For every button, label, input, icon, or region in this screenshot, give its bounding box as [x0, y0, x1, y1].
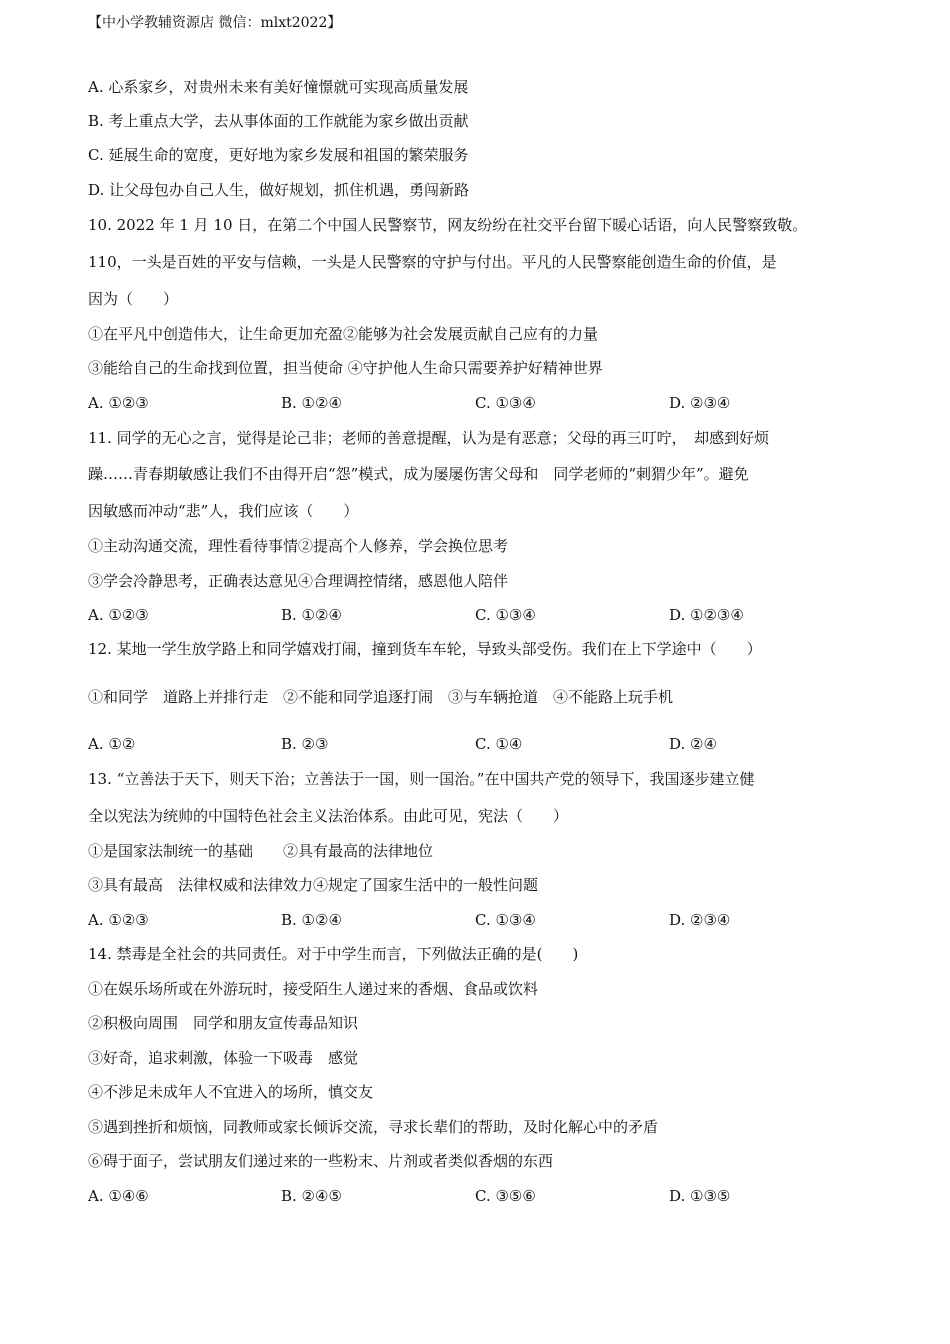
q12-options [88, 734, 868, 754]
q12-option-a: A. ①② [88, 735, 136, 753]
q13-option-b: B. ①②④ [281, 911, 342, 929]
q13-item: ①是国家法制统一的基础 ②具有最高的法律地位 [88, 842, 434, 860]
q10-stem-line: 因为（ ） [88, 290, 179, 308]
q14-item: ⑥碍于面子，尝试朋友们递过来的一些粉末、片剂或者类似香烟的东西 [88, 1152, 554, 1170]
q12-option-b: B. ②③ [281, 735, 329, 753]
q14-stem-line: 14. 禁毒是全社会的共同责任。对于中学生而言，下列做法正确的是( ) [88, 945, 579, 963]
q14-item: ①在娱乐场所或在外游玩时，接受陌生人递过来的香烟、食品或饮料 [88, 980, 539, 998]
q11-stem-line: 因敏感而冲动“悲”人，我们应该（ ） [88, 502, 359, 520]
page-header: 【中小学教辅资源店 微信：mlxt2022】 [88, 15, 342, 31]
q10-option-c: C. ①③④ [475, 394, 536, 412]
q10-item: ①在平凡中创造伟大，让生命更加充盈②能够为社会发展贡献自己应有的力量 [88, 325, 599, 343]
q11-item: ①主动沟通交流，理性看待事情②提高个人修养，学会换位思考 [88, 537, 509, 555]
q10-option-d: D. ②③④ [669, 394, 731, 412]
q11-option-d: D. ①②③④ [669, 606, 744, 624]
q11-options [88, 605, 868, 625]
q12-item: ①和同学 道路上并排行走 ②不能和同学追逐打闹 ③与车辆抢道 ④不能路上玩手机 [88, 688, 674, 706]
q10-item: ③能给自己的生命找到位置，担当使命 ④守护他人生命只需要养护好精神世界 [88, 359, 603, 377]
q11-item: ③学会冷静思考，正确表达意见④合理调控情绪，感恩他人陪伴 [88, 572, 509, 590]
q14-option-b: B. ②④⑤ [281, 1187, 342, 1205]
q12-stem-line: 12. 某地一学生放学路上和同学嬉戏打闹，撞到货车车轮，导致头部受伤。我们在上下学途中（ ） [88, 640, 762, 658]
q14-option-d: D. ①③⑤ [669, 1187, 731, 1205]
q11-stem-line: 11. 同学的无心之言，觉得是论己非；老师的善意提醒，认为是有恶意；父母的再三叮咛， 却感到好烦 [88, 429, 770, 447]
q14-option-c: C. ③⑤⑥ [475, 1187, 536, 1205]
q13-item: ③具有最高 法律权威和法律效力④规定了国家生活中的一般性问题 [88, 876, 539, 894]
q10-option-b: B. ①②④ [281, 394, 342, 412]
q9-option-a: A. 心系家乡，对贵州未来有美好憧憬就可实现高质量发展 [88, 78, 469, 96]
q9-option-d: D. 让父母包办自己人生，做好规划，抓住机遇，勇闯新路 [88, 181, 470, 199]
q10-stem-line: 110，一头是百姓的平安与信赖，一头是人民警察的守护与付出。平凡的人民警察能创造生命的价值，是 [88, 253, 777, 271]
q13-stem-line: 全以宪法为统帅的中国特色社会主义法治体系。由此可见，宪法（ ） [88, 807, 569, 825]
q9-option-c: C. 延展生命的宽度，更好地为家乡发展和祖国的繁荣服务 [88, 146, 469, 164]
q14-item: ⑤遇到挫折和烦恼，同教师或家长倾诉交流，寻求长辈们的帮助，及时化解心中的矛盾 [88, 1118, 659, 1136]
q14-item: ③好奇，追求刺激，体验一下吸毒 感觉 [88, 1049, 359, 1067]
q13-option-a: A. ①②③ [88, 911, 149, 929]
q14-item: ②积极向周围 同学和朋友宣传毒品知识 [88, 1014, 359, 1032]
q13-stem-line: 13. “立善法于天下，则天下治；立善法于一国，则一国治。”在中国共产党的领导下，我国逐步建立健 [88, 770, 755, 788]
q14-option-a: A. ①④⑥ [88, 1187, 149, 1205]
q11-option-b: B. ①②④ [281, 606, 342, 624]
q11-option-a: A. ①②③ [88, 606, 149, 624]
q11-option-c: C. ①③④ [475, 606, 536, 624]
q11-stem-line: 躁……青春期敏感让我们不由得开启“怨”模式，成为屡屡伤害父母和 同学老师的“刺猬少年”。避免 [88, 465, 749, 483]
q14-options [88, 1186, 868, 1206]
q14-item: ④不涉足未成年人不宜进入的场所，慎交友 [88, 1083, 374, 1101]
q12-option-c: C. ①④ [475, 735, 523, 753]
q10-options [88, 393, 868, 413]
q10-stem-line: 10. 2022 年 1 月 10 日，在第二个中国人民警察节，网友纷纷在社交平台留下暖心话语，向人民警察致敬。 [88, 216, 808, 234]
q13-options [88, 910, 868, 930]
q13-option-d: D. ②③④ [669, 911, 731, 929]
q12-option-d: D. ②④ [669, 735, 717, 753]
q9-option-b: B. 考上重点大学，去从事体面的工作就能为家乡做出贡献 [88, 112, 469, 130]
q13-option-c: C. ①③④ [475, 911, 536, 929]
q10-option-a: A. ①②③ [88, 394, 149, 412]
